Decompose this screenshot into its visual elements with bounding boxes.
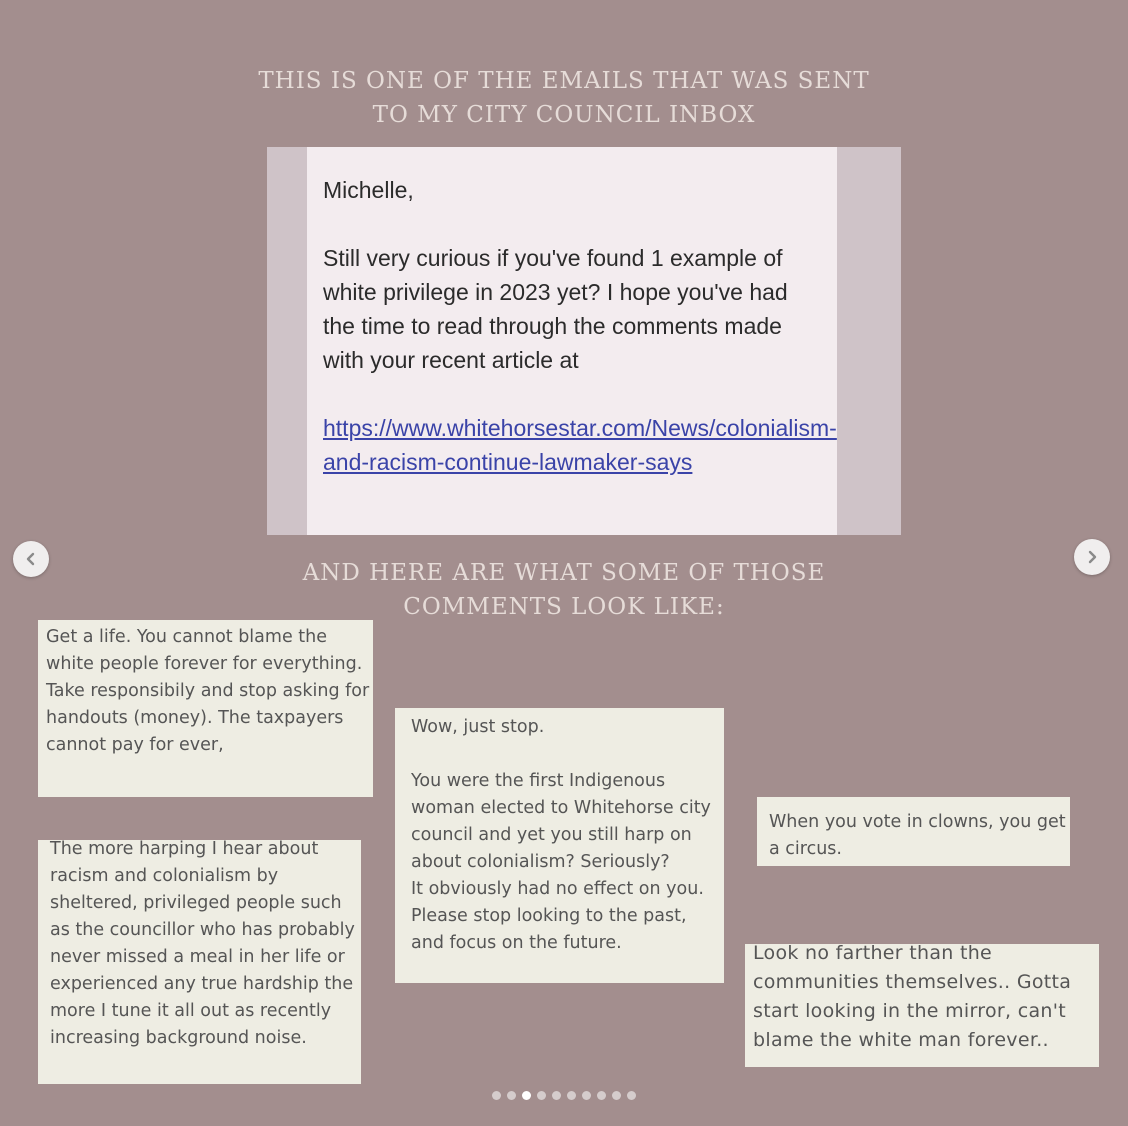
comments-heading bbox=[0, 556, 1128, 624]
top-heading-line-2: TO MY CITY COUNCIL INBOX bbox=[372, 102, 756, 128]
email-link-wrap bbox=[323, 411, 837, 479]
pagination-dot[interactable] bbox=[567, 1091, 576, 1100]
comment-text: Get a life. You cannot blame the white people forever for everything. Take responsibily and stop asking for handouts (money). The taxpayers cannot pay for ever, bbox=[46, 627, 370, 755]
pagination-dot[interactable] bbox=[597, 1091, 606, 1100]
email-greeting: Michelle, bbox=[323, 177, 414, 203]
previous-slide-button[interactable] bbox=[13, 541, 49, 577]
pagination-dot[interactable] bbox=[537, 1091, 546, 1100]
carousel-pagination bbox=[0, 1091, 1128, 1100]
pagination-dot[interactable] bbox=[522, 1091, 531, 1100]
chevron-right-icon bbox=[1084, 549, 1100, 565]
comments-heading-line-1: AND HERE ARE WHAT SOME OF THOSE bbox=[302, 560, 826, 586]
comment-text: Wow, just stop. bbox=[411, 717, 545, 737]
pagination-dot[interactable] bbox=[627, 1091, 636, 1100]
comment-card bbox=[745, 944, 1099, 1067]
next-slide-button[interactable] bbox=[1074, 539, 1110, 575]
email-link[interactable]: https://www.whitehorsestar.com/News/colonialism-and-racism-continue-lawmaker-says bbox=[323, 415, 837, 475]
pagination-dot[interactable] bbox=[612, 1091, 621, 1100]
comment-text: The more harping I hear about racism and colonialism by sheltered, privileged people such as the councillor who has probably never missed a meal in her life or experienced any true hardship the more I tune it all out as recently increasing background noise. bbox=[50, 839, 355, 1048]
comment-card bbox=[757, 797, 1070, 866]
comment-card bbox=[38, 840, 361, 1084]
email-screenshot bbox=[267, 147, 901, 535]
comment-card bbox=[395, 708, 724, 983]
comment-text: When you vote in clowns, you get a circus. bbox=[769, 812, 1066, 859]
comment-text: You were the first Indigenous woman elected to Whitehorse city council and yet you still harp on about colonialism? Seriously? bbox=[411, 771, 711, 872]
pagination-dot[interactable] bbox=[582, 1091, 591, 1100]
top-heading bbox=[0, 64, 1128, 132]
comments-heading-line-2: COMMENTS LOOK LIKE: bbox=[403, 594, 725, 620]
pagination-dot[interactable] bbox=[507, 1091, 516, 1100]
pagination-dot[interactable] bbox=[552, 1091, 561, 1100]
comment-text: Look no farther than the communities themselves.. Gotta start looking in the mirror, can't blame the white man forever.. bbox=[753, 942, 1072, 1051]
email-text bbox=[323, 173, 837, 479]
pagination-dot[interactable] bbox=[492, 1091, 501, 1100]
comment-card bbox=[38, 620, 373, 797]
comment-text: It obviously had no effect on you. Please stop looking to the past, and focus on the future. bbox=[411, 879, 704, 953]
email-body: Still very curious if you've found 1 example of white privilege in 2023 yet? I hope you've had the time to read through the comments made with your recent article at bbox=[323, 245, 788, 373]
chevron-left-icon bbox=[23, 551, 39, 567]
top-heading-line-1: THIS IS ONE OF THE EMAILS THAT WAS SENT bbox=[258, 68, 870, 94]
